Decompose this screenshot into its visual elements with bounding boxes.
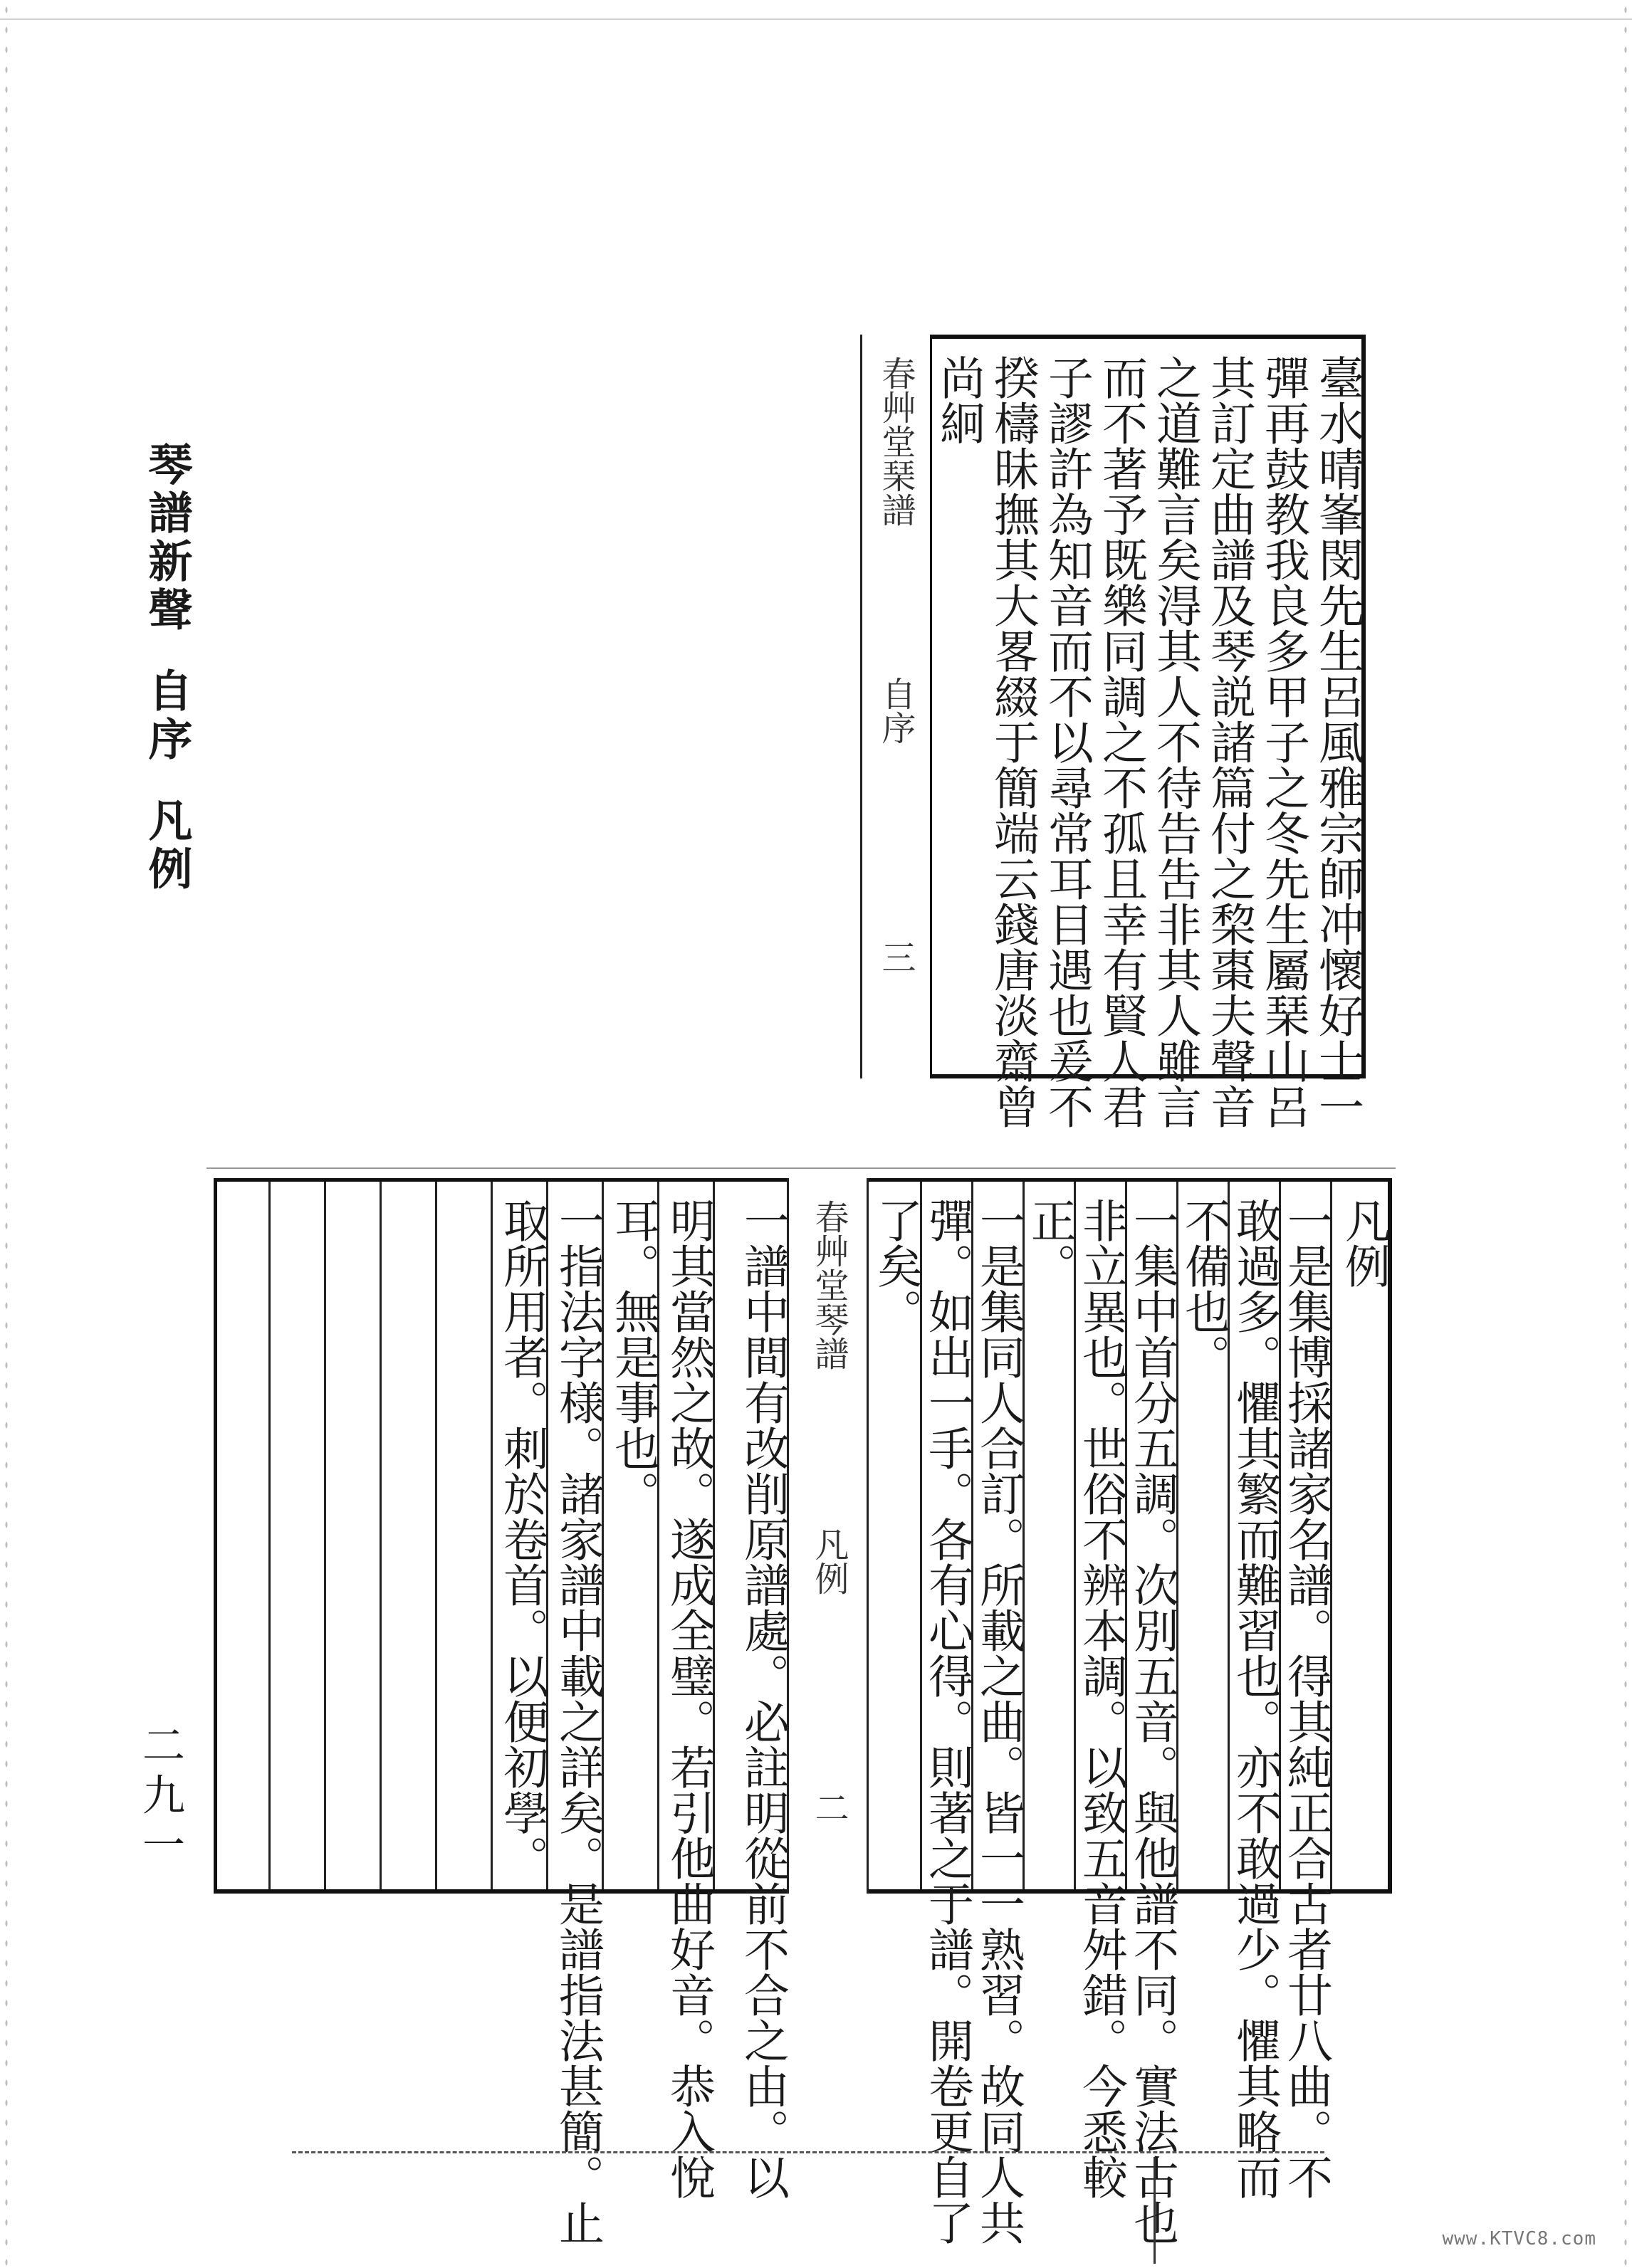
fanli-right-column-2: 一是集博採諸家名譜。得其純正合古者廿八曲。不 xyxy=(1280,1197,1332,2200)
book-section-preface: 自序 xyxy=(141,668,193,765)
fanli-left-column-7 xyxy=(380,1182,435,1889)
fanli-right-column-10: 了矣。 xyxy=(869,1197,922,1334)
scan-edge-dots-left xyxy=(3,0,10,2268)
fanli-banxin-leaf: 二 xyxy=(809,1790,849,1825)
preface-column-5: 而不著予既樂同調之不孤且幸有賢人君 xyxy=(1094,355,1147,1129)
spread-top-thin-rule xyxy=(206,1167,1396,1169)
fanli-right-column-9: 彈。如出一手。各有心得。則著之于譜。開卷更自了 xyxy=(921,1197,973,2245)
preface-column-7: 揆檮昧撫其大畧綴于簡端云錢唐淡齋曾 xyxy=(986,355,1039,1129)
scan-bottom-rule xyxy=(292,2151,1324,2153)
fanli-left-column-3: 耳。無是事也。 xyxy=(607,1197,659,1516)
preface-column-1: 臺水晴峯閔先生呂風雅宗師冲懷好士一 xyxy=(1311,355,1364,1129)
preface-column-4: 之道難言矣淂其人不待告吿非其人雖言 xyxy=(1149,355,1201,1129)
fanli-banxin-section: 凡例 xyxy=(809,1527,849,1595)
fanli-left-column-2: 明其當然之故。遂成全璧。若引他曲好音。恭入悅 xyxy=(662,1197,715,2200)
watermark: www.KTVC8.com xyxy=(1442,2228,1596,2249)
scan-bottom-tick xyxy=(1154,2157,1156,2264)
fanli-left-column-8 xyxy=(324,1182,380,1889)
fanli-left-column-1: 一譜中間有改削原譜處。必註明從前不合之由。以 xyxy=(736,1197,789,2200)
book-section-fanli: 凡例 xyxy=(141,797,193,894)
fanli-spread xyxy=(214,1178,1392,2245)
fanli-banxin xyxy=(787,1178,869,1894)
fanli-right-column-4: 不備也。 xyxy=(1177,1197,1230,1380)
scan-top-rule xyxy=(0,19,1632,20)
preface-column-2: 彈再鼓教我良多甲子之冬先生屬琹山呂 xyxy=(1257,355,1309,1129)
preface-column-8: 尚絅 xyxy=(932,355,985,446)
fanli-left-column-4: 一指法字様。諸家譜中載之詳矣。是譜指法甚簡。止 xyxy=(551,1197,604,2245)
fanli-left-column-6 xyxy=(435,1182,491,1889)
preface-banxin xyxy=(860,335,932,1078)
preface-banxin-leaf: 三 xyxy=(876,940,916,974)
fanli-right-column-7: 正。 xyxy=(1023,1197,1076,1288)
fanli-right-column-3: 敢過多。懼其繁而難習也。亦不敢過少。懼其略而 xyxy=(1228,1197,1281,2200)
book-label xyxy=(135,441,199,894)
preface-column-3: 其訂定曲譜及琴説諸篇付之棃棗夫聲音 xyxy=(1203,355,1255,1129)
preface-left-margin xyxy=(832,335,862,1078)
book-title: 琴譜新聲 xyxy=(141,441,193,635)
fanli-left-column-5: 取所用者。刺於卷首。以便初學。 xyxy=(496,1197,548,1881)
fanli-right-column-8: 一是集同人合訂。所載之曲。皆一一熟習。故同人共 xyxy=(972,1197,1025,2245)
fanli-right-column-6: 非立異也。世俗不辨本調。以致五音舛錯。今悉較 xyxy=(1074,1197,1127,2200)
fanli-left-column-9 xyxy=(268,1182,324,1889)
fanli-heading: 凡例 xyxy=(1337,1197,1390,1288)
preface-page xyxy=(832,335,1366,1129)
fanli-banxin-title: 春艸堂琴譜 xyxy=(809,1199,849,1370)
preface-banxin-title: 春艸堂琹譜 xyxy=(876,356,916,527)
fanli-left-frame xyxy=(214,1178,789,2245)
page-number: 二九一 xyxy=(135,1723,185,1872)
fanli-right-frame xyxy=(869,1178,1392,2245)
preface-text-frame xyxy=(930,335,1366,1129)
preface-banxin-section: 自序 xyxy=(876,676,916,745)
fanli-right-column-5: 一集中首分五調。次別五音。與他譜不同。實法古也 xyxy=(1126,1197,1178,2245)
preface-column-6: 子謬許為知音而不以尋常耳目遇也爰不 xyxy=(1040,355,1093,1129)
scan-edge-dots-right xyxy=(1622,0,1629,2268)
